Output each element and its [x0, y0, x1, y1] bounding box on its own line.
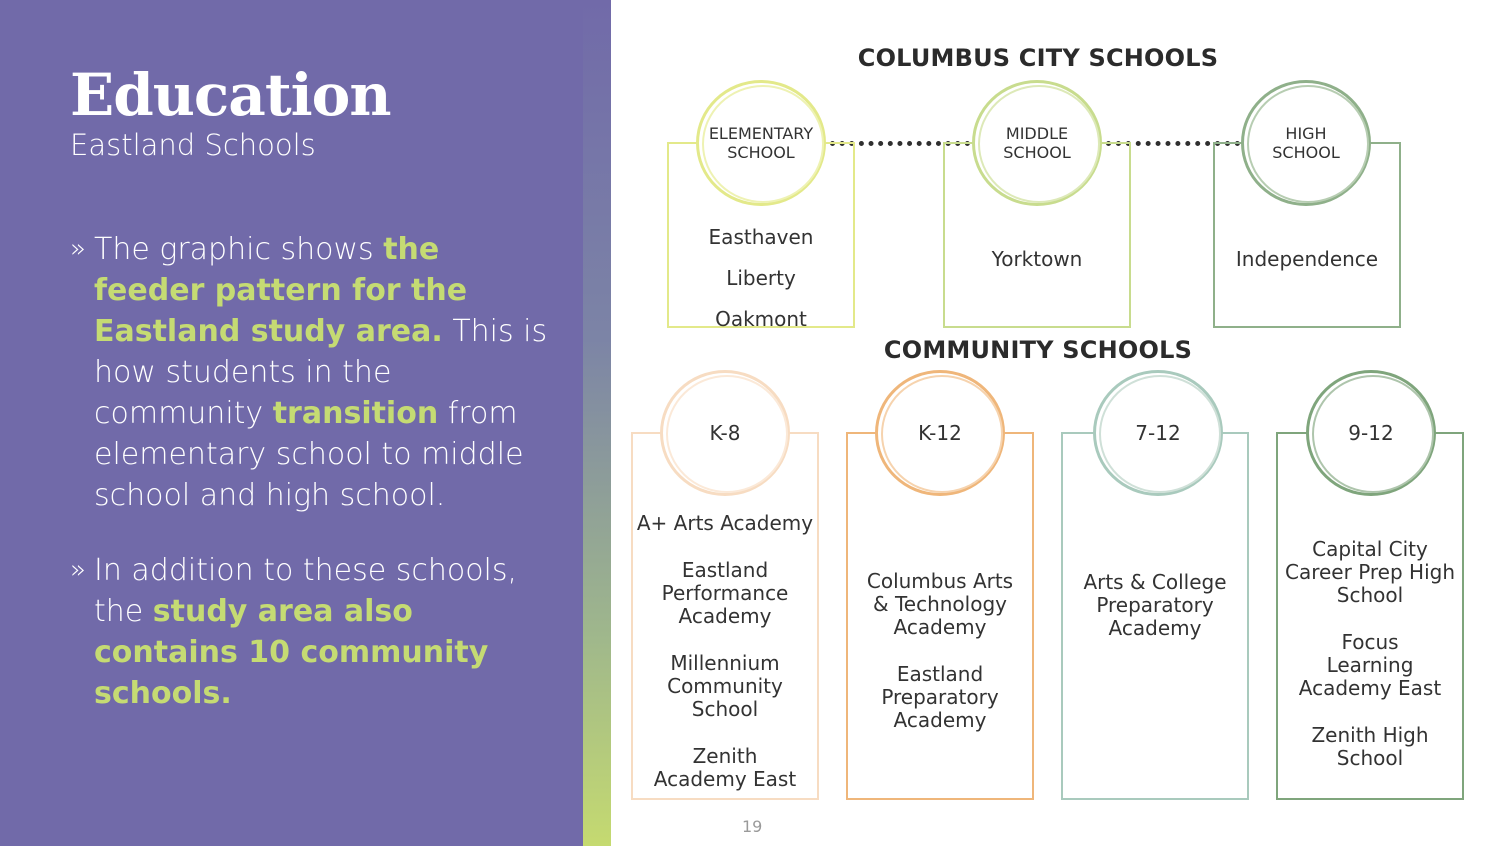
- g712-circle: [1093, 370, 1223, 496]
- text-run: In addition to these schools, the: [94, 553, 518, 629]
- page-subtitle: Eastland Schools: [70, 128, 316, 162]
- list-item: Yorktown: [991, 247, 1083, 271]
- list-item: Eastland Performance Academy: [661, 558, 789, 628]
- list-item: Liberty: [726, 266, 796, 290]
- middle-circle: [972, 80, 1102, 206]
- highlight-text: the feeder pattern for the Eastland study area.: [94, 232, 468, 349]
- label-line: HIGH: [1285, 124, 1327, 143]
- k8-label: K-8: [709, 420, 741, 445]
- label-line: SCHOOL: [727, 143, 795, 162]
- middle-schools: [944, 248, 1130, 271]
- section-title-columbus: COLUMBUS CITY SCHOOLS: [857, 44, 1219, 72]
- list-item: Eastland Preparatory Academy: [881, 662, 999, 732]
- middle-label: [1003, 124, 1070, 162]
- label-line: ELEMENTARY: [708, 124, 814, 143]
- k8-circle: [660, 370, 790, 496]
- bullet-marker: »: [70, 555, 86, 585]
- g912-circle: [1306, 370, 1436, 496]
- g912-schools: [1277, 538, 1463, 770]
- label-line: SCHOOL: [1272, 143, 1340, 162]
- high-circle: [1241, 80, 1371, 206]
- list-item: Oakmont: [715, 307, 807, 331]
- highlight-text: transition: [272, 396, 439, 431]
- high-label: [1272, 124, 1339, 162]
- list-item: Zenith Academy East: [653, 744, 797, 791]
- list-item: Focus Learning Academy East: [1298, 630, 1442, 700]
- elementary-label: [709, 124, 813, 162]
- page-title: Education: [70, 61, 391, 129]
- text-run: The graphic shows: [94, 232, 384, 267]
- section-title-community: COMMUNITY SCHOOLS: [883, 336, 1193, 364]
- highlight-text: study area also contains 10 community schools.: [94, 594, 489, 711]
- text-run: from elementary school to middle school and high school.: [94, 396, 524, 513]
- k12-circle: [875, 370, 1005, 496]
- list-item: Columbus Arts & Technology Academy: [866, 569, 1014, 639]
- list-item: Millennium Community School: [667, 651, 783, 721]
- list-item: Easthaven: [708, 225, 814, 249]
- high-schools: [1214, 248, 1400, 271]
- text-run: This is how students in the community: [94, 314, 548, 431]
- bullet-marker: »: [70, 234, 86, 264]
- label-line: MIDDLE: [1005, 124, 1069, 143]
- label-line: SCHOOL: [1003, 143, 1071, 162]
- gradient-divider: [583, 0, 611, 846]
- page-number: 19: [742, 817, 763, 836]
- g712-schools: [1062, 571, 1248, 640]
- list-item: A+ Arts Academy: [636, 511, 814, 535]
- g912-label: 9-12: [1348, 420, 1394, 445]
- g712-label: 7-12: [1135, 420, 1181, 445]
- list-item: Zenith High School: [1311, 723, 1429, 770]
- elementary-circle: [696, 80, 826, 206]
- list-item: Capital City Career Prep High School: [1285, 537, 1456, 607]
- bullet-text: [70, 550, 550, 714]
- bullet-text: [70, 229, 550, 516]
- bullet-feeder-pattern: [70, 229, 550, 516]
- k12-schools: [847, 570, 1033, 732]
- k8-schools: [632, 512, 818, 791]
- list-item: Arts & College Preparatory Academy: [1083, 570, 1227, 640]
- bullet-community-schools: [70, 550, 550, 714]
- k12-label: K-12: [918, 420, 962, 445]
- elementary-schools: [668, 217, 854, 340]
- list-item: Independence: [1235, 247, 1379, 271]
